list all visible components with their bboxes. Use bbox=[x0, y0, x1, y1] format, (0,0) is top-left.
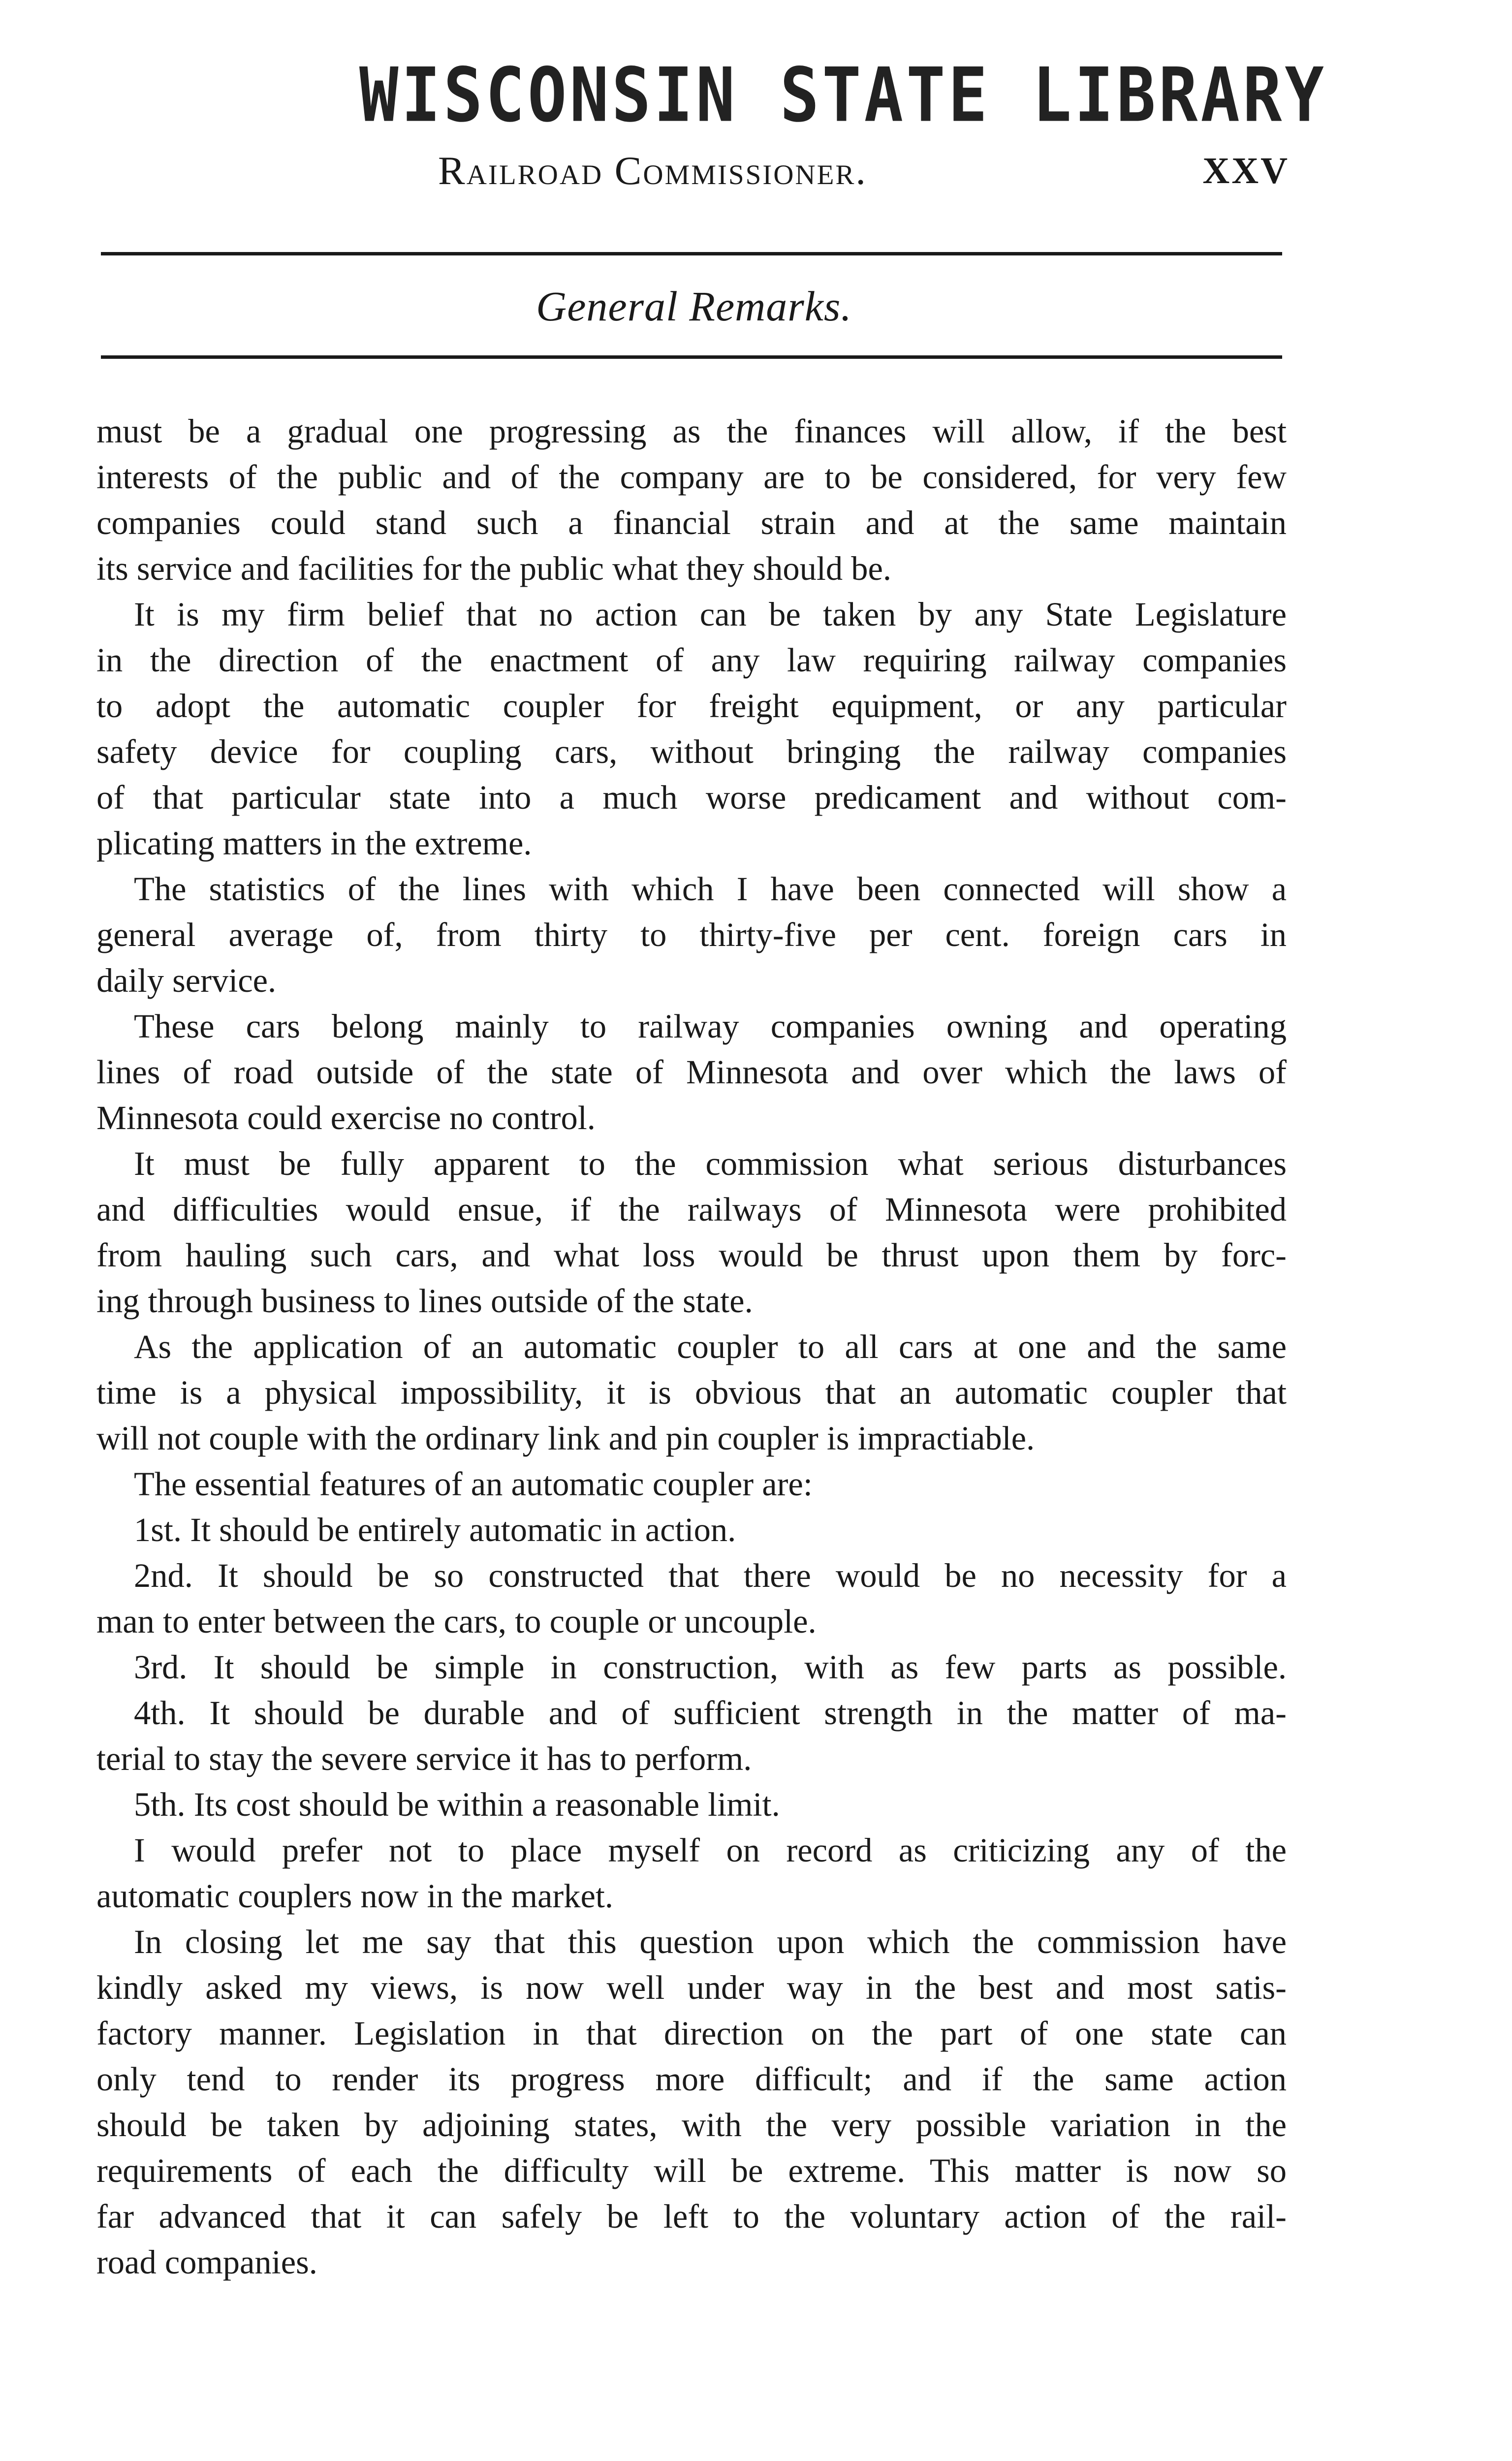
text-line: requirements of each the difficulty will be extreme. This matter is now so bbox=[96, 2152, 1287, 2189]
header-rule-bottom bbox=[101, 355, 1282, 359]
text-line: Minnesota could exercise no control. bbox=[96, 1099, 596, 1136]
text-line: lines of road outside of the state of Minnesota and over which the laws of bbox=[96, 1053, 1287, 1091]
library-stamp: WISCONSIN STATE LIBRARY bbox=[359, 52, 1327, 139]
text-line: only tend to render its progress more difficult; and if the same action bbox=[96, 2060, 1287, 2098]
text-line: plicating matters in the extreme. bbox=[96, 824, 532, 862]
text-line: to adopt the automatic coupler for freight equipment, or any particular bbox=[96, 687, 1287, 725]
text-line: from hauling such cars, and what loss would be thrust upon them by forc- bbox=[96, 1236, 1287, 1274]
text-line: its service and facilities for the public what they should be. bbox=[96, 550, 892, 587]
running-title: Railroad Commissioner. bbox=[438, 148, 867, 193]
text-line: man to enter between the cars, to couple or uncouple. bbox=[96, 1603, 817, 1640]
text-line: In closing let me say that this question upon which the commission have bbox=[134, 1923, 1287, 1960]
header-rule-top bbox=[101, 252, 1282, 255]
list-item: 5th. Its cost should be within a reasonable limit. bbox=[134, 1786, 780, 1823]
text-line: It must be fully apparent to the commission what serious disturbances bbox=[134, 1145, 1287, 1182]
text-line: road companies. bbox=[96, 2243, 317, 2281]
text-line: terial to stay the severe service it has to perform. bbox=[96, 1740, 752, 1777]
text-line: The statistics of the lines with which I have been connected will show a bbox=[134, 870, 1287, 908]
text-line: ing through business to lines outside of the state. bbox=[96, 1282, 753, 1320]
page-number: XXV bbox=[1202, 150, 1290, 191]
text-line: The essential features of an automatic coupler are: bbox=[134, 1465, 813, 1503]
text-line: daily service. bbox=[96, 962, 277, 999]
text-line: general average of, from thirty to thirty-five per cent. foreign cars in bbox=[96, 916, 1287, 953]
list-item: 3rd. It should be simple in construction, with as few parts as possible. bbox=[134, 1648, 1287, 1686]
list-item: 1st. It should be entirely automatic in action. bbox=[134, 1511, 736, 1548]
text-line: safety device for coupling cars, without bringing the railway companies bbox=[96, 733, 1287, 770]
section-title: General Remarks. bbox=[536, 283, 852, 330]
text-line: in the direction of the enactment of any law requiring railway companies bbox=[96, 641, 1287, 679]
text-line: I would prefer not to place myself on record as criticizing any of the bbox=[134, 1831, 1287, 1869]
text-line: must be a gradual one progressing as the finances will allow, if the best bbox=[96, 412, 1287, 450]
list-item: 4th. It should be durable and of sufficient strength in the matter of ma- bbox=[134, 1694, 1287, 1732]
body-text bbox=[96, 409, 1287, 2285]
text-line: factory manner. Legislation in that direction on the part of one state can bbox=[96, 2015, 1287, 2052]
text-line: of that particular state into a much worse predicament and without com- bbox=[96, 779, 1287, 816]
text-line: As the application of an automatic coupler to all cars at one and the same bbox=[134, 1328, 1287, 1365]
text-line: kindly asked my views, is now well under way in the best and most satis- bbox=[96, 1969, 1287, 2006]
text-line: and difficulties would ensue, if the railways of Minnesota were prohibited bbox=[96, 1191, 1287, 1228]
text-line: It is my firm belief that no action can be taken by any State Legislature bbox=[134, 596, 1287, 633]
text-line: These cars belong mainly to railway companies owning and operating bbox=[134, 1008, 1287, 1045]
text-line: automatic couplers now in the market. bbox=[96, 1877, 614, 1915]
text-line: interests of the public and of the company are to be considered, for very few bbox=[96, 458, 1287, 496]
text-line: should be taken by adjoining states, with the very possible variation in the bbox=[96, 2106, 1287, 2144]
text-line: time is a physical impossibility, it is obvious that an automatic coupler that bbox=[96, 1374, 1287, 1411]
running-header bbox=[98, 148, 1290, 202]
text-line: will not couple with the ordinary link and pin coupler is impractiable. bbox=[96, 1420, 1035, 1457]
text-line: far advanced that it can safely be left to the voluntary action of the rail- bbox=[96, 2198, 1287, 2235]
list-item: 2nd. It should be so constructed that there would be no necessity for a bbox=[134, 1557, 1287, 1594]
text-line: companies could stand such a financial strain and at the same maintain bbox=[96, 504, 1287, 541]
